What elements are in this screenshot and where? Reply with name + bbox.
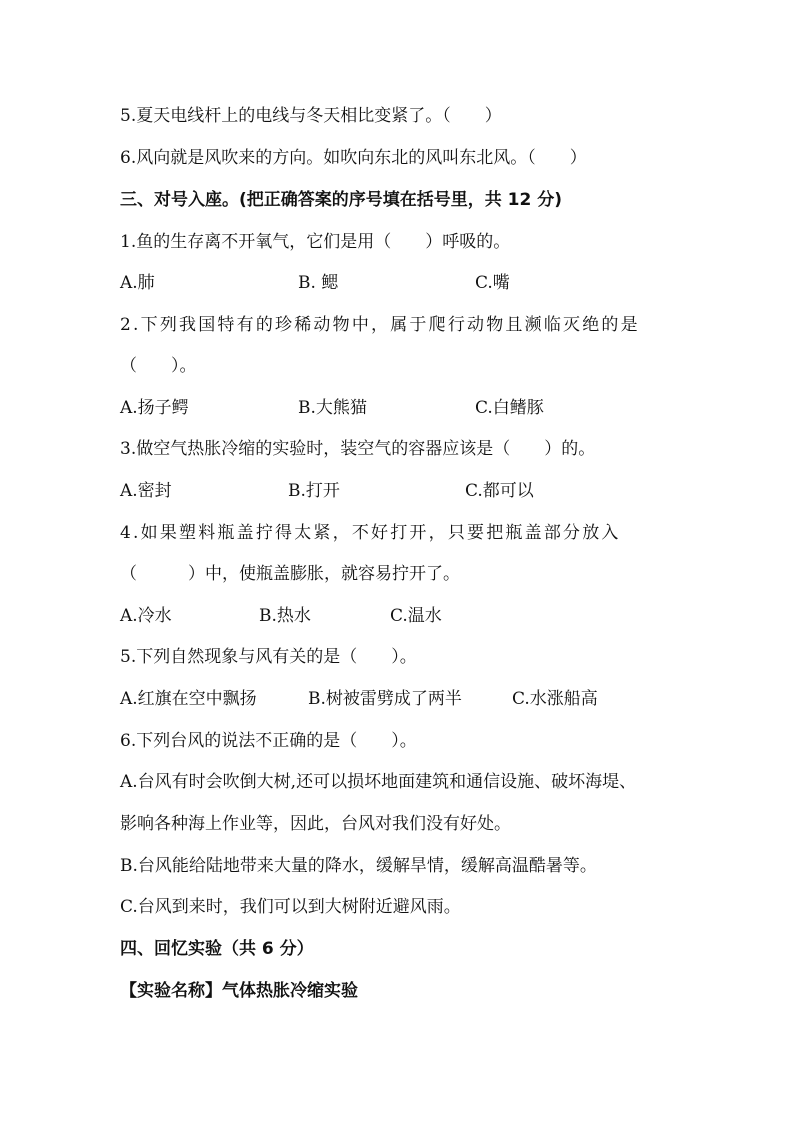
- q2-option-a: A.扬子鳄: [120, 398, 189, 418]
- q6-option-b: B.台风能给陆地带来大量的降水，缓解旱情，缓解高温酷暑等。: [120, 856, 597, 876]
- q2-option-c: C.白鳍豚: [475, 398, 544, 418]
- q1-option-c: C.嘴: [475, 273, 510, 293]
- q4-option-a: A.冷水: [120, 606, 172, 626]
- choice-question-1-stem: 1.鱼的生存离不开氧气，它们是用（ ）呼吸的。: [120, 232, 511, 252]
- q6-option-a-line2: 影响各种海上作业等，因此，台风对我们没有好处。: [120, 814, 511, 834]
- choice-question-6-stem: 6.下列台风的说法不正确的是（ ）。: [120, 731, 417, 751]
- q6-option-a-line1: A.台风有时会吹倒大树,还可以损坏地面建筑和通信设施、破坏海堤、: [120, 772, 637, 792]
- q4-option-b: B.热水: [259, 606, 311, 626]
- q4-option-c: C.温水: [390, 606, 442, 626]
- q5-option-a: A.红旗在空中飘扬: [120, 689, 257, 709]
- q1-option-a: A.肺: [120, 273, 155, 293]
- choice-question-3-stem: 3.做空气热胀冷缩的实验时，装空气的容器应该是（ ）的。: [120, 439, 596, 459]
- section-3-title: 三、对号入座。(把正确答案的序号填在括号里，共 12 分): [120, 190, 563, 210]
- q3-option-a: A.密封: [120, 481, 172, 501]
- judgment-question-5: 5.夏天电线杆上的电线与冬天相比变紧了。（ ）: [120, 106, 502, 126]
- choice-question-2-stem-line1: 2.下列我国特有的珍稀动物中，属于爬行动物且濒临灭绝的是: [120, 315, 640, 335]
- choice-question-5-stem: 5.下列自然现象与风有关的是（ ）。: [120, 647, 417, 667]
- section-4-title: 四、回忆实验（共 6 分）: [120, 939, 314, 959]
- q6-option-c: C.台风到来时，我们可以到大树附近避风雨。: [120, 897, 461, 917]
- judgment-question-6: 6.风向就是风吹来的方向。如吹向东北的风叫东北风。（ ）: [120, 148, 587, 168]
- q1-option-b: B. 鳃: [298, 273, 339, 293]
- q2-option-b: B.大熊猫: [298, 398, 367, 418]
- q5-option-b: B.树被雷劈成了两半: [308, 689, 462, 709]
- q3-option-b: B.打开: [288, 481, 340, 501]
- choice-question-2-stem-line2: （ ）。: [120, 356, 197, 376]
- q3-option-c: C.都可以: [465, 481, 534, 501]
- choice-question-4-stem-line2: （ ）中，使瓶盖膨胀，就容易拧开了。: [120, 564, 460, 584]
- q5-option-c: C.水涨船高: [512, 689, 598, 709]
- experiment-name: 【实验名称】气体热胀冷缩实验: [120, 981, 358, 1001]
- choice-question-4-stem-line1: 4.如果塑料瓶盖拧得太紧，不好打开，只要把瓶盖部分放入: [120, 523, 621, 543]
